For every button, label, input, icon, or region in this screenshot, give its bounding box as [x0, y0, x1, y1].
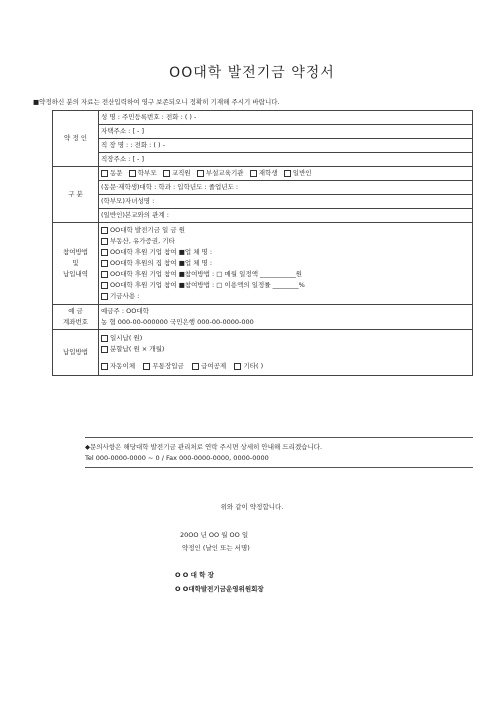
method-row-property[interactable]: 부동산, 유가증권, 기타: [101, 236, 470, 247]
home-address-row[interactable]: 자택주소 : [ - ]: [101, 127, 144, 135]
deposit-label: 예 금 계좌번호: [53, 305, 99, 330]
contact-info: [85, 442, 322, 464]
payment-label: 납입방법: [53, 330, 99, 376]
payment-installment[interactable]: 분할납( 원 × 개월): [101, 344, 470, 355]
checkbox-alumni[interactable]: 동문: [101, 169, 123, 177]
document-title: OO대학 발전기금 약정서: [169, 65, 335, 81]
pledge-date[interactable]: 20OO 년 OO 월 OO 일: [180, 531, 249, 539]
checkbox-affiliated[interactable]: 부설교육기관: [197, 169, 244, 177]
workplace-row[interactable]: 직 장 명 : : 전화 : ( ) -: [101, 141, 165, 149]
checkbox-general[interactable]: 일반인: [284, 169, 312, 177]
parent-detail-row[interactable]: (학부모)자녀성명 :: [101, 197, 155, 205]
alumni-detail-row[interactable]: (동문·재학생)대학 : 학과 : 입학년도 : 졸업년도 :: [101, 183, 239, 191]
pledger-label: 약 정 인: [53, 111, 99, 167]
account-numbers: 농 협 000-00-000000 국민은행 000-00-0000-000: [101, 318, 254, 326]
method-row-monthly[interactable]: OO대학 후원 기업 참여 ■참여방법 : □ 매월 일정액 ___________원: [101, 269, 470, 280]
method-row-rate[interactable]: OO대학 후원 기업 참여 ■참여방법 : □ 이용액의 일정률 ________%: [101, 280, 470, 291]
signer-line[interactable]: 약정인 (날인 또는 서명): [182, 544, 250, 552]
checkbox-auto-transfer[interactable]: 자동이체: [101, 362, 135, 370]
committee-chair: O O대학발전기금운영위원회장: [175, 585, 264, 593]
payment-type-options: [101, 361, 470, 372]
checkbox-payroll[interactable]: 급여공제: [192, 362, 226, 370]
account-holder: 예금주 : OO대학: [101, 307, 149, 315]
promise-text: 위와 같이 약정합니다.: [220, 503, 284, 511]
method-row-sponsor-house[interactable]: OO대학 후원의 집 참여 ■업 체 명 :: [101, 258, 470, 269]
method-row-fund[interactable]: OO대학 발전기금 일 금 원: [101, 225, 470, 236]
notice-text: ■약정하신 분의 자료는 전산입력하여 영구 보존되오니 정확히 기재해 주시기 바랍니다.: [33, 98, 280, 106]
checkbox-staff[interactable]: 교직원: [163, 169, 191, 177]
work-address-row[interactable]: 직장주소 : [ - ]: [101, 155, 144, 163]
pledger-name-row[interactable]: 성 명 : 주민등록번호 : 전화 : ( ) -: [101, 113, 197, 121]
checkbox-bank-deposit[interactable]: 무통장입금: [143, 362, 183, 370]
method-row-sponsor-company[interactable]: OO대학 후원 기업 참여 ■업 체 명 :: [101, 247, 470, 258]
divider-bottom: [85, 467, 473, 468]
checkbox-parent[interactable]: 학부모: [129, 169, 157, 177]
checkbox-other[interactable]: 기타( ): [234, 362, 263, 370]
checkbox-student[interactable]: 재학생: [250, 169, 278, 177]
contact-line-2: Tel 000-0000-0000 ~ 0 / Fax 000-0000-0000, 0000-0000: [85, 454, 269, 462]
pledge-form-table: [52, 110, 473, 376]
general-detail-row[interactable]: (일반인)본교와의 관계 :: [101, 211, 169, 219]
method-row-usage[interactable]: 기금사용 :: [101, 291, 470, 302]
category-label: 구 분: [53, 167, 99, 223]
category-options: [101, 168, 470, 179]
divider-top: [85, 437, 473, 438]
university-president: O O 대 학 장: [175, 571, 214, 579]
contact-line-1: ◆문의사항은 해당대학 발전기금 관리처로 연락 주시면 상세히 안내해 드리겠습니다.: [85, 443, 323, 451]
payment-lump-sum[interactable]: 일시납( 원): [101, 333, 470, 344]
method-label: 참여방법 및 납입내역: [53, 223, 99, 305]
